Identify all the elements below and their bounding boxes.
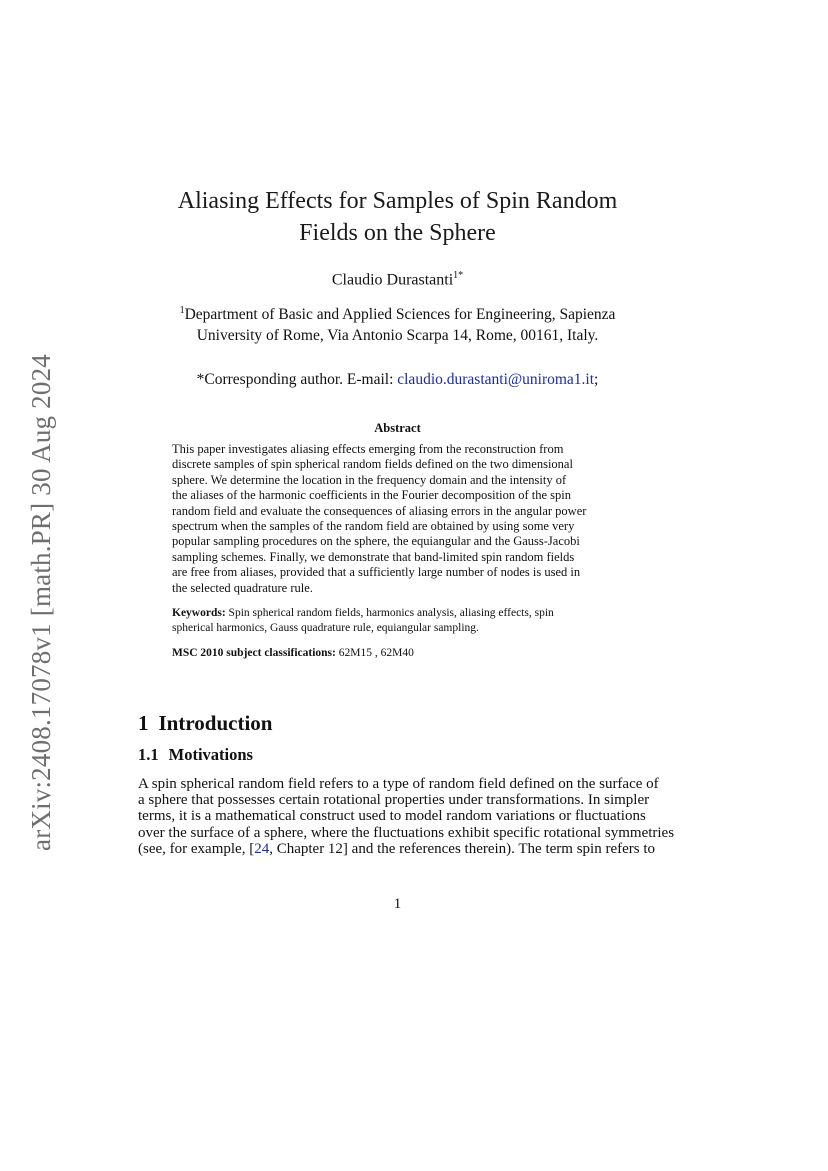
keywords-line: [172, 606, 623, 621]
author-email-link[interactable]: claudio.durastanti@uniroma1.it: [397, 371, 595, 388]
abstract-body: [172, 442, 623, 596]
body-paragraph: [138, 776, 675, 857]
abstract-line: sphere. We determine the location in the frequency domain and the intensity of: [172, 472, 567, 487]
body-text: , Chapter 12] and the references therein). The term spin refers to: [269, 840, 656, 857]
abstract-line: are free from aliases, provided that a sufficiently large number of nodes is used in: [172, 565, 581, 580]
abstract-heading: Abstract: [374, 421, 421, 435]
subsection-number: 1.1: [138, 745, 159, 764]
arxiv-stamp-text: arXiv:2408.17078v1 [math.PR] 30 Aug 2024: [25, 354, 56, 851]
corresponding-prefix: *Corresponding author. E-mail:: [196, 371, 398, 388]
paper-title: [140, 185, 655, 249]
msc-value: 62M15 , 62M40: [335, 647, 414, 659]
affiliation-line: University of Rome, Via Antonio Scarpa 14, Rome, 00161, Italy.: [196, 327, 599, 345]
section-heading: [138, 711, 272, 736]
affiliation: [140, 300, 655, 346]
subsection-heading: [138, 745, 253, 765]
abstract-line: popular sampling procedures on the sphere, the equiangular and the Gauss-Jacobi: [172, 534, 580, 549]
affiliation-mark: 1: [179, 305, 185, 316]
subsection-title: Motivations: [168, 745, 253, 764]
body-line: over the surface of a sphere, where the fluctuations exhibit specific rotational symmetries: [138, 824, 675, 841]
affiliation-line: [140, 300, 655, 325]
title-line: Fields on the Sphere: [299, 220, 496, 246]
body-line: terms, it is a mathematical construct used to model random variations or fluctuations: [138, 808, 646, 825]
keywords-label: Keywords:: [172, 607, 226, 619]
affiliation-text: Department of Basic and Applied Sciences for Engineering, Sapienza: [184, 306, 616, 324]
msc-label: MSC 2010 subject classifications:: [172, 647, 336, 659]
body-line: [138, 841, 658, 857]
corresponding-author: [140, 371, 655, 389]
title-line: Aliasing Effects for Samples of Spin Random: [177, 188, 618, 214]
abstract-line: the aliases of the harmonic coefficients in the Fourier decomposition of the spin: [172, 488, 571, 503]
body-text: (see, for example, [: [138, 840, 255, 857]
corresponding-suffix: ;: [594, 371, 599, 388]
arxiv-identifier-stamp: [24, 340, 58, 865]
abstract-line: random field and evaluate the consequences of aliasing errors in the angular power: [172, 503, 587, 518]
abstract-line: This paper investigates aliasing effects emerging from the reconstruction from: [172, 442, 564, 456]
author-name: Claudio Durastanti: [331, 271, 454, 289]
author-affiliation-mark: 1*: [453, 270, 464, 281]
keywords: [172, 606, 623, 636]
keywords-text: Spin spherical random fields, harmonics analysis, aliasing effects, spin: [225, 607, 554, 619]
section-title: Introduction: [158, 711, 273, 735]
section-number: 1: [138, 711, 149, 735]
abstract-line: the selected quadrature rule.: [172, 580, 313, 595]
body-line: a sphere that possesses certain rotational properties under transformations. In simpler: [138, 792, 650, 809]
abstract-line: spectrum when the samples of the random field are obtained by using some very: [172, 519, 575, 534]
msc-classification: [172, 647, 623, 659]
author: [140, 270, 655, 289]
body-line: A spin spherical random field refers to a type of random field defined on the surface of: [138, 776, 659, 792]
citation-link[interactable]: 24: [254, 840, 270, 857]
abstract-line: discrete samples of spin spherical random fields defined on the two dimensional: [172, 457, 573, 472]
page-number: 1: [393, 896, 402, 912]
abstract-line: sampling schemes. Finally, we demonstrate that band-limited spin random fields: [172, 549, 575, 564]
keywords-line: spherical harmonics, Gauss quadrature rule, equiangular sampling.: [172, 622, 479, 634]
